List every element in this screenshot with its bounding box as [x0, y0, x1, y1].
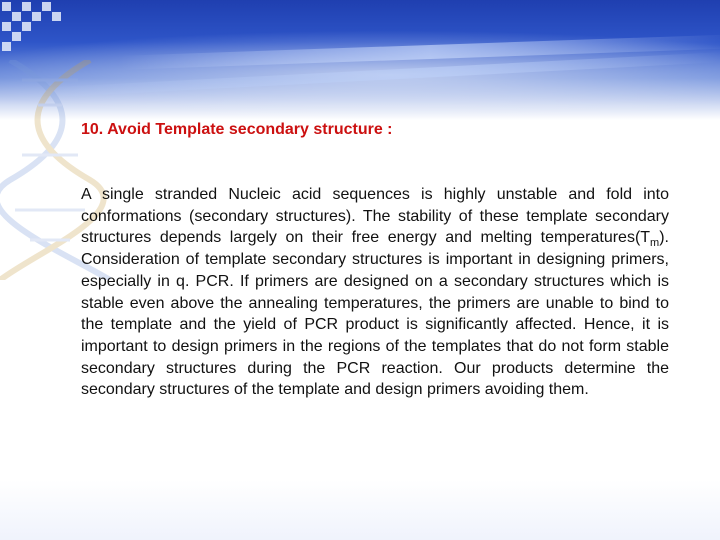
bottom-fade [0, 480, 720, 540]
tm-subscript: m [650, 237, 660, 250]
paragraph-part-1: A single stranded Nucleic acid sequences is highly unstable and fold into conformations (secondary structures). The stability of these template secondary structures depends largely on their free energy and melting temperatures(T [81, 186, 669, 247]
paragraph-part-2: ). Consideration of template secondary structures is important in designing primers, especially in q. PCR. If primers are designed on a secondary structures which is stable even above the annealing temperatures, the primers are unable to bind to the template and the yield of PCR product is significantly affected. Hence, it is important to design primers in the regions of the templates that do not form stable secondary structures during the PCR reaction. Our products determine the secondary structures of the template and design primers avoiding them. [81, 229, 669, 399]
body-paragraph [81, 184, 669, 401]
slide-heading: 10. Avoid Template secondary structure : [81, 121, 393, 138]
